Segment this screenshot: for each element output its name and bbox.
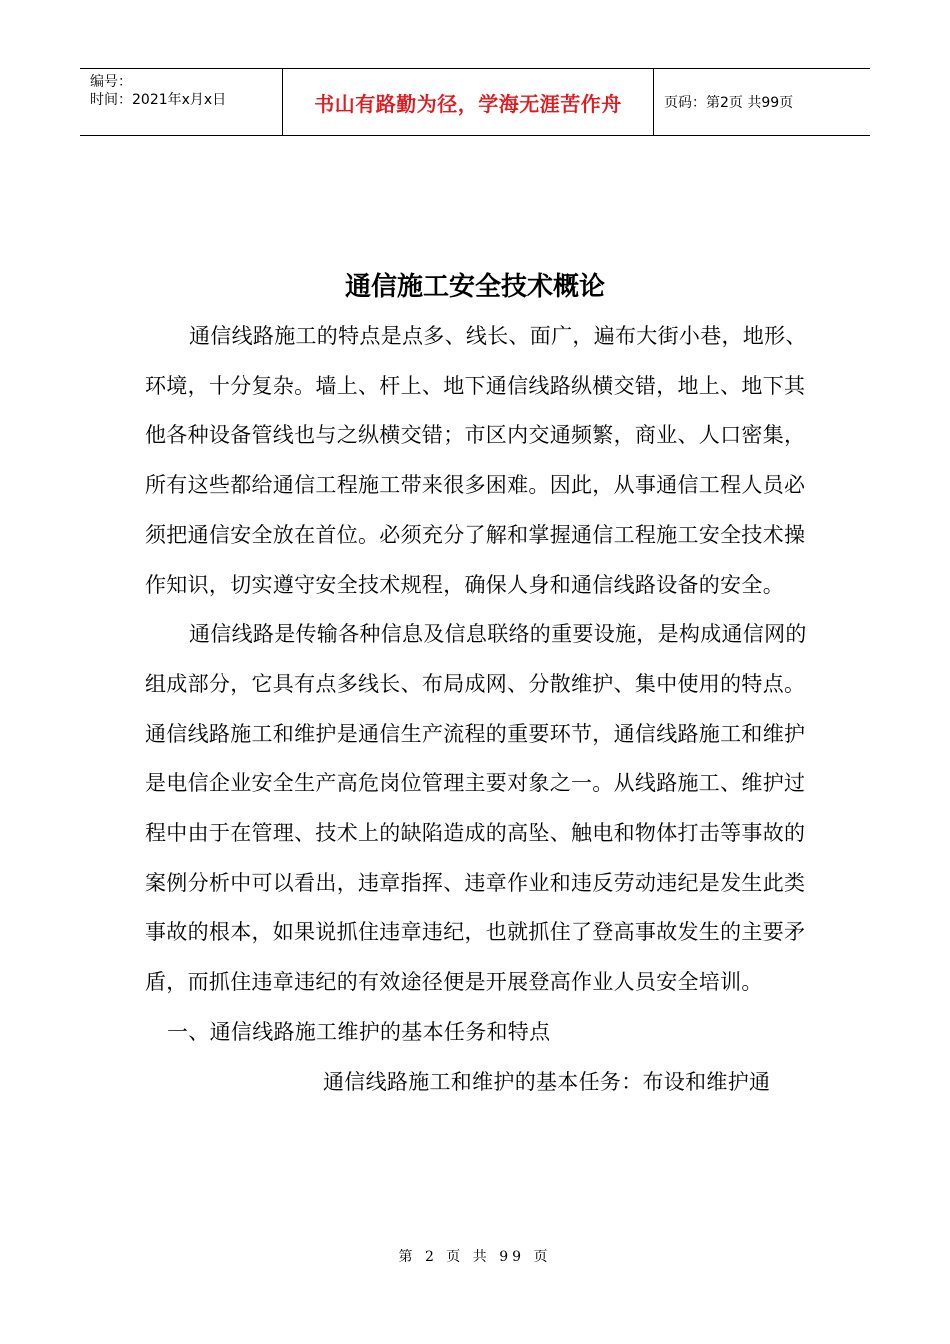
header-motto-cell [283,69,654,135]
header-motto: 书山有路勤为径，学海无涯苦作舟 [314,91,622,116]
document-title: 通信施工安全技术概论 [344,272,605,302]
page-footer: 第 2 页 共 99 页 [398,1249,552,1265]
document-time-label: 时间：2021年x月x日 [90,92,227,108]
paragraph-1: 通信线路施工的特点是点多、线长、面广，遍布大街小巷，地形、环境，十分复杂。墙上、杆上、地下通信线路纵横交错，地上、地下其他各种设备管线也与之纵横交错；市区内交通频繁，商业、人口密集，所有这些都给通信工程施工带来很多困难。因此，从事通信工程人员必须把通信安全放在首位。必须充分了解和掌握通信工程施工安全技术操作知识，切实遵守安全技术规程，确保人身和通信线路设备的安全。 [145,324,807,597]
header-page-cell [654,69,870,135]
paragraph-2: 通信线路是传输各种信息及信息联络的重要设施，是构成通信网的组成部分，它具有点多线长、布局成网、分散维护、集中使用的特点。通信线路施工和维护是通信生产流程的重要环节，通信线路施工和维护是电信企业安全生产高危岗位管理主要对象之一。从线路施工、维护过程中由于在管理、技术上的缺陷造成的高坠、触电和物体打击等事故的案例分析中可以看出，违章指挥、违章作业和违反劳动违纪是发生此类事故的根本，如果说抓住违章违纪，也就抓住了登高事故发生的主要矛盾，而抓住违章违纪的有效途径便是开展登高作业人员安全培训。 [145,622,807,995]
section-heading: 一、通信线路施工维护的基本任务和特点 [167,1019,551,1044]
header-table [80,68,870,136]
section-first-line: 通信线路施工和维护的基本任务：布设和维护通 [323,1069,771,1094]
header-meta-cell [80,69,283,135]
document-body [145,312,821,1107]
header-page-info: 页码：第2页 共99页 [664,95,794,111]
document-number-label: 编号： [90,74,132,90]
